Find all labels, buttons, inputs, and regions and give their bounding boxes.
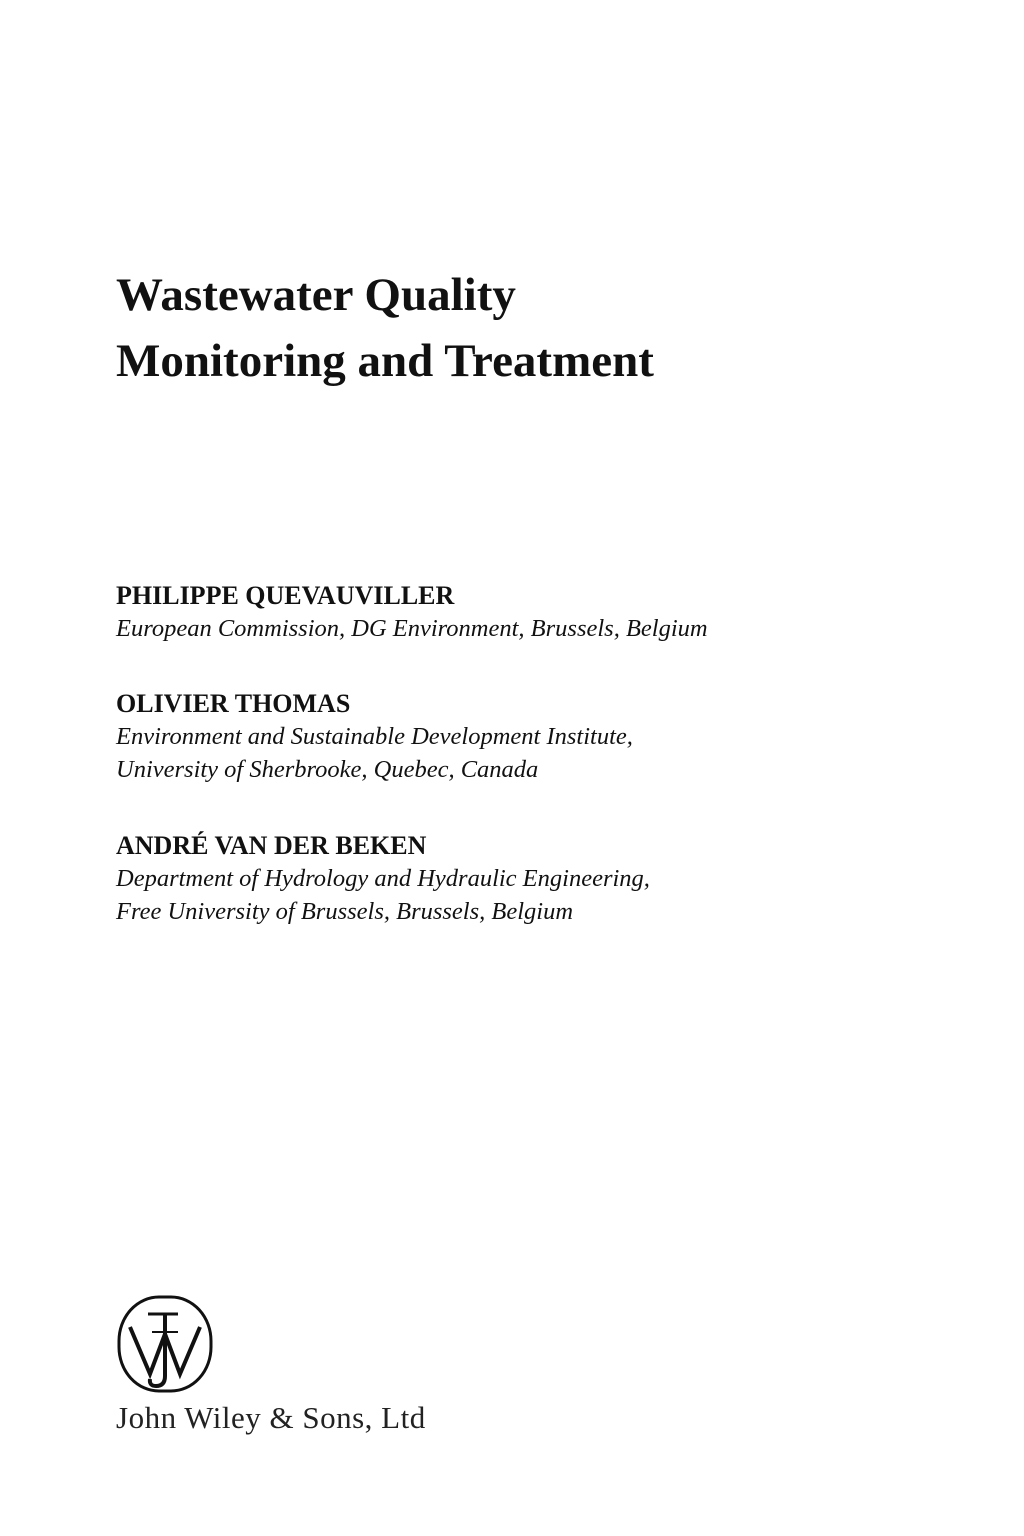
author-affiliation — [116, 612, 708, 645]
title-line-2: Monitoring and Treatment — [116, 335, 654, 387]
title-line-1: Wastewater Quality — [116, 269, 516, 321]
author-affiliation — [116, 862, 650, 928]
author-block — [116, 687, 633, 786]
affiliation-line: University of Sherbrooke, Quebec, Canada — [116, 756, 539, 783]
author-affiliation — [116, 720, 633, 786]
affiliation-line: Department of Hydrology and Hydraulic Engineering, — [116, 865, 650, 892]
wiley-logo-icon — [116, 1294, 214, 1394]
publisher-name: John Wiley & Sons, Ltd — [116, 1400, 426, 1435]
author-block — [116, 579, 708, 645]
author-name: ANDRÉ VAN DER BEKEN — [116, 831, 427, 860]
author-name: PHILIPPE QUEVAUVILLER — [116, 581, 455, 610]
affiliation-line: European Commission, DG Environment, Brussels, Belgium — [116, 615, 708, 642]
affiliation-line: Environment and Sustainable Development Institute, — [116, 723, 633, 750]
author-block — [116, 829, 650, 928]
book-title — [116, 262, 654, 394]
author-name: OLIVIER THOMAS — [116, 689, 351, 718]
affiliation-line: Free University of Brussels, Brussels, Belgium — [116, 898, 574, 925]
